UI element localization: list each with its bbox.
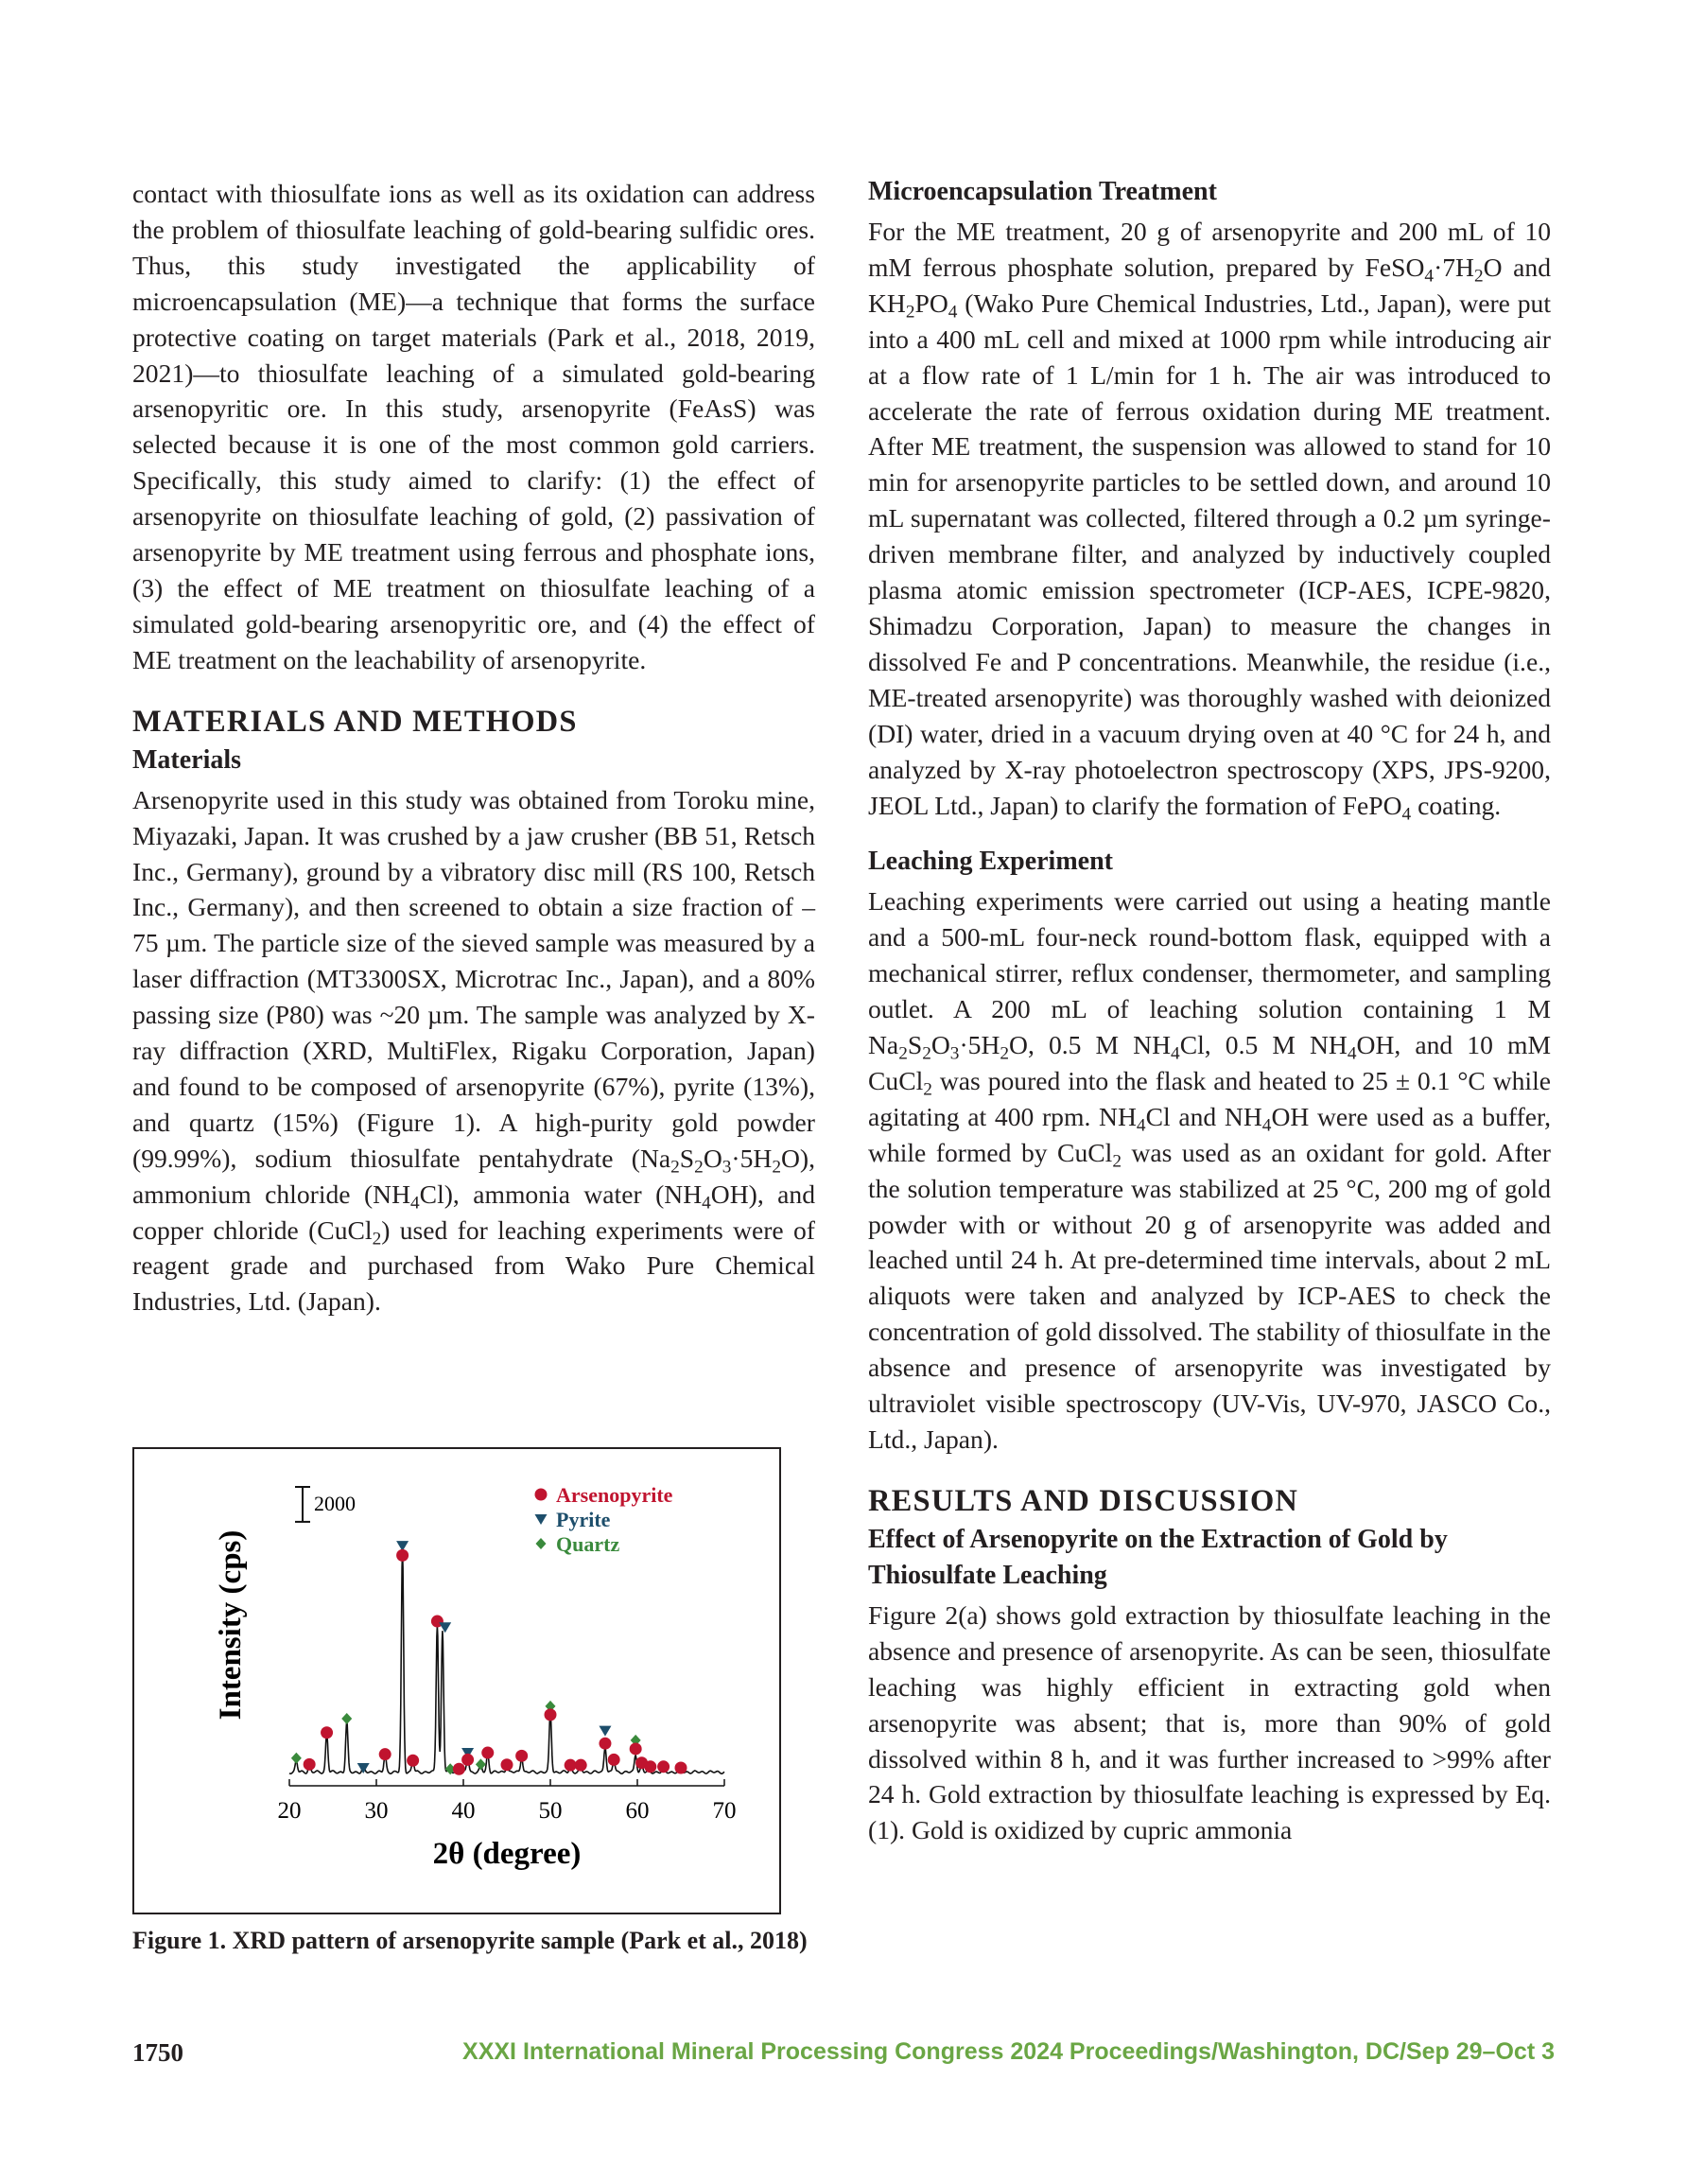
arsenopyrite-marker <box>396 1549 409 1562</box>
pyrite-marker <box>599 1726 611 1737</box>
arsenopyrite-marker <box>407 1755 419 1767</box>
arsenopyrite-marker <box>608 1754 620 1766</box>
x-tick-label: 20 <box>277 1798 302 1824</box>
left-column <box>132 176 815 1319</box>
xrd-pattern-line <box>289 1552 724 1773</box>
subsection-heading-me: Microencapsulation Treatment <box>868 177 1217 206</box>
x-tick-label: 70 <box>712 1798 737 1824</box>
arsenopyrite-marker <box>630 1742 642 1755</box>
figure-1-xrd <box>132 1447 781 1914</box>
page-number: 1750 <box>132 2038 183 2067</box>
arsenopyrite-marker <box>657 1760 670 1773</box>
legend-pyrite-label: Pyrite <box>556 1508 611 1531</box>
arsenopyrite-marker <box>453 1763 465 1775</box>
arsenopyrite-marker <box>501 1758 513 1771</box>
legend-pyrite-marker <box>535 1514 548 1525</box>
leaching-paragraph: Leaching experiments were carried out using a heating mantle and a 500-mL four-neck round-bottom flask, equipped with a mechanical stirrer, reflux condenser, thermometer, and sampling outlet. A 200 mL of leaching solution containing 1 M $Na_2S_2O_3\cdot 5H_2O$, 0.5 M $NH_4Cl$, 0.5 M $NH_4OH$, and 10 mM CuCl$_2$ was poured into the flask and heated to 25 ± 0.1 °C while agitating at 400 rpm. $NH_4Cl$ and $NH_4OH$ were used as a buffer, while formed by CuCl$_2$ was used as an oxidant for gold. After the solution temperature was stabilized at 25 °C, 200 mg of gold powder with or without 20 g of arsenopyrite was added and leached until 24 h. At pre-determined time intervals, about 2 mL aliquots were taken and analyzed by ICP-AES to check the concentration of gold dissolved. The stability of thiosulfate in the absence and presence of arsenopyrite was investigated by ultraviolet visible spectroscopy (UV-Vis, UV-970, JASCO Co., Ltd., Japan). <box>868 886 1551 1454</box>
scale-bar-label: 2000 <box>314 1492 356 1515</box>
legend-arsenopyrite-marker <box>535 1489 548 1501</box>
x-tick-label: 60 <box>625 1798 650 1824</box>
arsenopyrite-marker <box>545 1708 557 1721</box>
right-column <box>868 176 1551 1848</box>
x-tick-label: 40 <box>451 1798 476 1824</box>
quartz-marker <box>341 1713 352 1724</box>
legend-quartz-marker <box>536 1538 547 1549</box>
arsenopyrite-marker <box>321 1726 333 1738</box>
subsection-heading-leaching: Leaching Experiment <box>868 847 1113 877</box>
arsenopyrite-marker <box>599 1738 611 1750</box>
intro-paragraph: contact with thiosulfate ions as well as its oxidation can address the problem of thiosulfate leaching of gold-bearing sulfidic ores. Thus, this study investigated the applicability of microencapsulation (ME)—a technique that forms the surface protective coating on target materials (Park et al., 2018, 2019, 2021)—to thiosulfate leaching of a simulated gold-bearing arsenopyritic ore. In this study, arsenopyrite (FeAsS) was selected because it is one of the most common gold carriers. Specifically, this study aimed to clarify: (1) the effect of arsenopyrite on thiosulfate leaching of gold, (2) passivation of arsenopyrite by ME treatment using ferrous and phosphate ions, (3) the effect of ME treatment on thiosulfate leaching of a simulated gold-bearing arsenopyritic ore, and (4) the effect of ME treatment on the leachability of arsenopyrite. <box>132 179 815 674</box>
subsection-heading-effect: Effect of Arsenopyrite on the Extraction of Gold by Thiosulfate Leaching <box>868 1524 1448 1590</box>
page-footer <box>132 2038 1555 2076</box>
arsenopyrite-marker <box>304 1758 316 1771</box>
figure-1-caption: Figure 1. XRD pattern of arsenopyrite sample (Park et al., 2018) <box>132 1927 808 1954</box>
quartz-marker <box>291 1753 302 1764</box>
conference-title: XXXI International Mineral Processing Congress 2024 Proceedings/Washington, DC/Sep 29–Oct 3 <box>462 2038 1555 2065</box>
materials-paragraph: Arsenopyrite used in this study was obtained from Toroku mine, Miyazaki, Japan. It was crushed by a jaw crusher (BB 51, Retsch Inc., Germany), ground by a vibratory disc mill (RS 100, Retsch Inc., Germany), and then screened to obtain a size fraction of –75 µm. The particle size of the sieved sample was measured by a laser diffraction (MT3300SX, Microtrac Inc., Japan), and a 80% passing size (P80) was ~20 µm. The sample was analyzed by X-ray diffraction (XRD, MultiFlex, Rigaku Corporation, Japan) and found to be composed of arsenopyrite (67%), pyrite (13%), and quartz (15%) (Figure 1). A high-purity gold powder (99.99%), sodium thiosulfate pentahydrate $(Na_2S_2O_3\cdot 5H_2O)$, ammonium chloride $(NH_4Cl)$, ammonia water $(NH_4OH)$, and copper chloride (CuCl$_2$) used for leaching experiments were of reagent grade and purchased from Wako Pure Chemical Industries, Ltd. (Japan). <box>132 784 815 1317</box>
arsenopyrite-marker <box>379 1748 391 1760</box>
arsenopyrite-marker <box>481 1747 494 1759</box>
arsenopyrite-marker <box>644 1760 656 1773</box>
me-paragraph: For the ME treatment, 20 g of arsenopyrite and 200 mL of 10 mM ferrous phosphate solution, prepared by $FeSO_4\cdot 7H_2O$ and $KH_2PO_4$ (Wako Pure Chemical Industries, Ltd., Japan), were put into a 400 mL cell and mixed at 1000 rpm while introducing air at a flow rate of 1 L/min for 1 h. The air was introduced to accelerate the rate of ferrous oxidation during ME treatment. After ME treatment, the suspension was allowed to stand for 10 min for arsenopyrite particles to be settled down, and around 10 mL supernatant was collected, filtered through a 0.2 µm syringe-driven membrane filter, and analyzed by inductively coupled plasma atomic emission spectrometer (ICP-AES, ICPE-9820, Shimadzu Corporation, Japan) to measure the changes in dissolved Fe and P concentrations. Meanwhile, the residue (i.e., ME-treated arsenopyrite) was thoroughly washed with deionized (DI) water, dried in a vacuum drying oven at 40 °C for 24 h, and analyzed by X-ray photoelectron spectroscopy (XPS, JPS-9200, JEOL Ltd., Japan) to clarify the formation of FePO$_4$ coating. <box>868 217 1552 824</box>
section-heading-results: RESULTS AND DISCUSSION <box>868 1483 1299 1518</box>
x-tick-label: 30 <box>364 1798 389 1824</box>
pyrite-marker <box>439 1622 451 1633</box>
arsenopyrite-marker <box>515 1750 528 1762</box>
arsenopyrite-marker <box>575 1759 587 1772</box>
x-tick-label: 50 <box>538 1798 563 1824</box>
arsenopyrite-marker <box>461 1754 474 1766</box>
y-axis-label: Intensity (cps) <box>214 1529 248 1721</box>
results-paragraph: Figure 2(a) shows gold extraction by thiosulfate leaching in the absence and presence of arsenopyrite. As can be seen, thiosulfate leaching was highly efficient in extracting gold when arsenopyrite was absent; that is, more than 90% of gold dissolved within 8 h, and it was further increased to >99% after 24 h. Gold extraction by thiosulfate leaching is expressed by Eq. (1). Gold is oxidized by cupric ammonia <box>868 1599 1551 1845</box>
quartz-marker <box>476 1758 486 1770</box>
arsenopyrite-marker <box>675 1762 687 1774</box>
x-axis-label: 2θ (degree) <box>432 1837 582 1871</box>
subsection-heading-materials: Materials <box>132 744 242 775</box>
legend-arsenopyrite-label: Arsenopyrite <box>556 1483 673 1507</box>
xrd-chart <box>134 1449 779 1913</box>
section-heading-methods: MATERIALS AND METHODS <box>132 704 578 739</box>
legend-quartz-label: Quartz <box>556 1532 620 1556</box>
